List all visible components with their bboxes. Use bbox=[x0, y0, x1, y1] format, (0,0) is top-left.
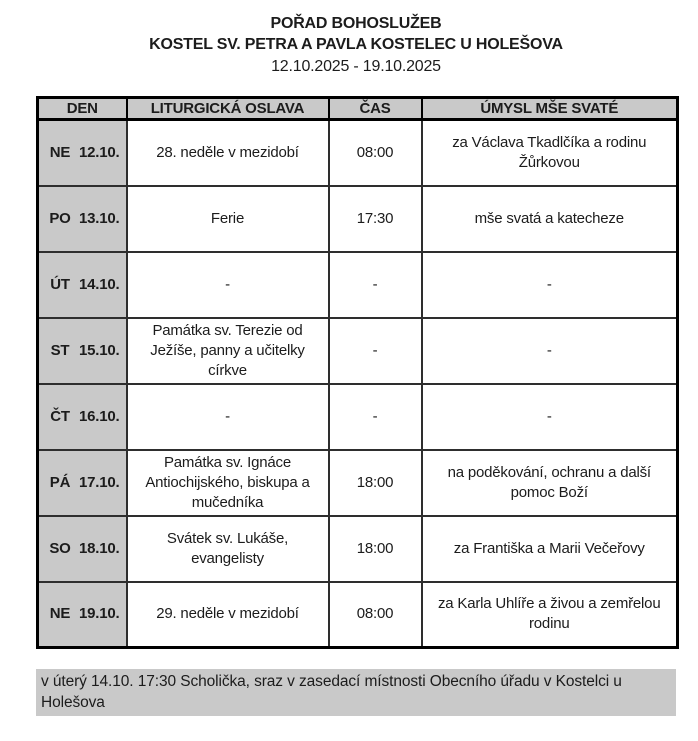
date-label: 15.10. bbox=[78, 341, 120, 359]
column-header-day: DEN bbox=[38, 98, 127, 120]
celebration-cell: 28. neděle v mezidobí bbox=[127, 120, 329, 186]
column-header-celebration: LITURGICKÁ OSLAVA bbox=[127, 98, 329, 120]
day-label: NE bbox=[49, 605, 71, 623]
intention-cell: za Karla Uhlíře a živou a zemřelou rodinu bbox=[422, 582, 678, 648]
table-row bbox=[38, 120, 678, 186]
date-label: 12.10. bbox=[78, 143, 120, 161]
date-range: 12.10.2025 - 19.10.2025 bbox=[271, 58, 441, 75]
day-label: PÁ bbox=[49, 473, 71, 491]
table-row bbox=[38, 252, 678, 318]
date-label: 13.10. bbox=[78, 209, 120, 227]
intention-cell: - bbox=[422, 384, 678, 450]
table-row bbox=[38, 450, 678, 516]
day-label: NE bbox=[49, 143, 71, 161]
time-cell: - bbox=[329, 384, 422, 450]
intention-cell: mše svatá a katecheze bbox=[422, 186, 678, 252]
day-label: ST bbox=[50, 341, 70, 359]
page-subtitle: KOSTEL SV. PETRA A PAVLA KOSTELEC U HOLEŠOVA bbox=[149, 36, 563, 53]
document-header bbox=[36, 13, 676, 77]
celebration-cell: Svátek sv. Lukáše, evangelisty bbox=[127, 516, 329, 582]
intention-cell: - bbox=[422, 252, 678, 318]
day-cell bbox=[38, 252, 127, 318]
date-label: 16.10. bbox=[78, 407, 120, 425]
day-cell bbox=[38, 450, 127, 516]
celebration-cell: - bbox=[127, 252, 329, 318]
time-cell: - bbox=[329, 318, 422, 384]
day-cell bbox=[38, 582, 127, 648]
time-cell: 18:00 bbox=[329, 516, 422, 582]
intention-cell: za Františka a Marii Večeřovy bbox=[422, 516, 678, 582]
intention-cell: na poděkování, ochranu a další pomoc Boží bbox=[422, 450, 678, 516]
table-row bbox=[38, 384, 678, 450]
table-row bbox=[38, 186, 678, 252]
date-label: 14.10. bbox=[78, 275, 120, 293]
column-header-time: ČAS bbox=[329, 98, 422, 120]
schedule-body bbox=[38, 120, 678, 648]
celebration-cell: Ferie bbox=[127, 186, 329, 252]
time-cell: - bbox=[329, 252, 422, 318]
table-row bbox=[38, 516, 678, 582]
celebration-cell: Památka sv. Ignáce Antiochijského, biskupa a mučedníka bbox=[127, 450, 329, 516]
celebration-cell: - bbox=[127, 384, 329, 450]
celebration-cell: Památka sv. Terezie od Ježíše, panny a učitelky církve bbox=[127, 318, 329, 384]
column-header-intention: ÚMYSL MŠE SVATÉ bbox=[422, 98, 678, 120]
day-cell bbox=[38, 516, 127, 582]
day-label: PO bbox=[49, 209, 71, 227]
header-row bbox=[38, 98, 678, 120]
table-row bbox=[38, 582, 678, 648]
date-label: 17.10. bbox=[78, 473, 120, 491]
page-title: POŘAD BOHOSLUŽEB bbox=[270, 15, 442, 32]
day-cell bbox=[38, 186, 127, 252]
schedule-table bbox=[36, 96, 679, 649]
page bbox=[36, 0, 676, 716]
day-label: ÚT bbox=[50, 275, 70, 293]
day-cell bbox=[38, 318, 127, 384]
intention-cell: - bbox=[422, 318, 678, 384]
time-cell: 08:00 bbox=[329, 582, 422, 648]
time-cell: 08:00 bbox=[329, 120, 422, 186]
time-cell: 17:30 bbox=[329, 186, 422, 252]
day-label: SO bbox=[49, 539, 71, 557]
day-cell bbox=[38, 120, 127, 186]
day-cell bbox=[38, 384, 127, 450]
date-label: 19.10. bbox=[78, 605, 120, 623]
table-row bbox=[38, 318, 678, 384]
intention-cell: za Václava Tkadlčíka a rodinu Žůrkovou bbox=[422, 120, 678, 186]
time-cell: 18:00 bbox=[329, 450, 422, 516]
footer-note: v úterý 14.10. 17:30 Scholička, sraz v zasedací místnosti Obecního úřadu v Kostelci u Holešova bbox=[36, 669, 676, 716]
celebration-cell: 29. neděle v mezidobí bbox=[127, 582, 329, 648]
date-label: 18.10. bbox=[78, 539, 120, 557]
day-label: ČT bbox=[50, 407, 70, 425]
